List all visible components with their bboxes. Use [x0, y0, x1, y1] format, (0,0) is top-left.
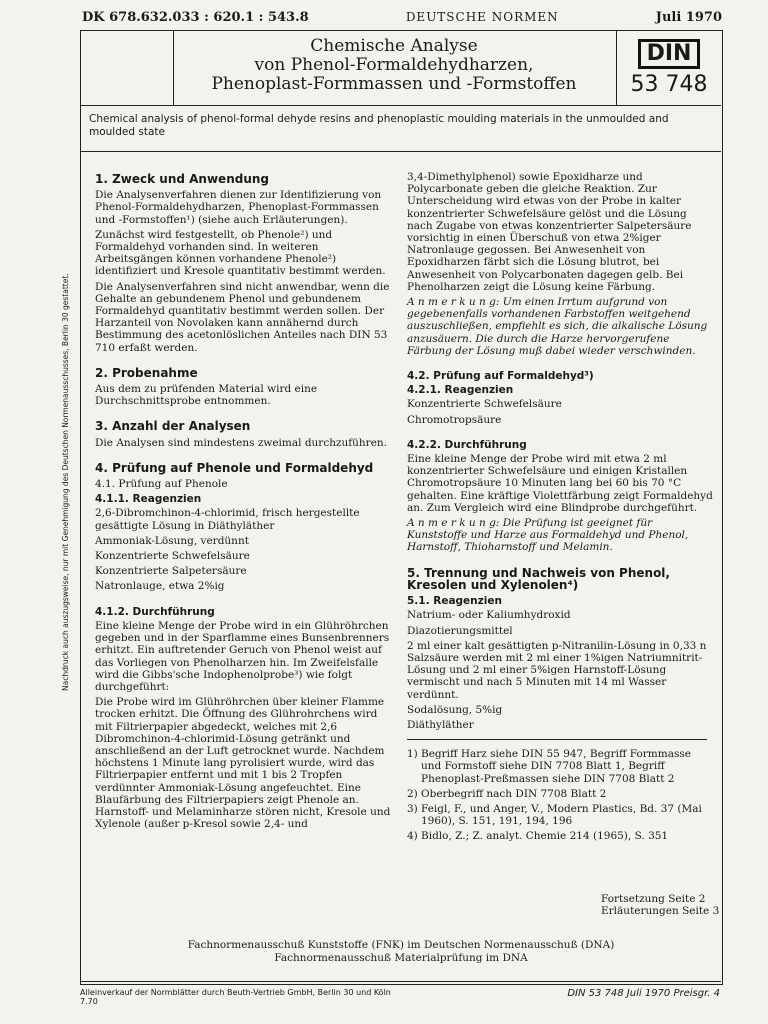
left-column [95, 173, 395, 833]
footnote: 1) Begriff Harz siehe DIN 55 947, Begriff Formmasse und Formstoff siehe DIN 7708 Blatt 1, Begriff Phenoplast-Preßmassen siehe DIN 7708 Blatt 2 [407, 748, 691, 785]
din-block [616, 31, 721, 105]
right-column [407, 171, 713, 846]
footnote-rule [407, 739, 707, 740]
header-blank-cell [81, 31, 174, 105]
doc-title: Chemische Analyse von Phenol-Formaldehydharzen, Phenoplast-Formmassen und -Formstoffen [211, 36, 577, 94]
section-heading: 4. Prüfung auf Phenole und Formaldehyd [95, 460, 374, 475]
divider [81, 981, 721, 982]
footer-left: Alleinverkauf der Normblätter durch Beuth-Vertrieb GmbH, Berlin 30 und Köln 7.70 [80, 988, 391, 1006]
side-notice: Nachdruck auch auszugsweise, nur mit Genehmigung des Deutschen Normenausschusses, Berlin 30 gestattet. [61, 273, 70, 691]
list-item: Konzentrierte Schwefelsäure [407, 398, 562, 411]
list-item: Diazotierungsmittel [407, 624, 513, 637]
paragraph: 2 ml einer kalt gesättigten p-Nitranilin-Lösung in 0,33 n Salzsäure werden mit 2 ml einer 1%igen Natriumnitrit-Lösung und 2 ml einer 5%igen Harnstoff-Lösung vermischt und nach 5 Minuten mit 14 ml Wasser verdünnt. [407, 639, 707, 701]
divider [81, 151, 721, 152]
subsection-heading: 4.2.2. Durchführung [407, 438, 527, 451]
paragraph: Eine kleine Menge der Probe wird in ein Glühröhrchen gegeben und in der Sparflamme eines Bunsenbrenners erhitzt. Ein auftretender Geruch von Phenol weist auf das Vorliegen von Phenolharzen hin. Im Zweifelsfalle wird die Gibbs'sche Indophenolprobe³) wie folgt durchgeführt: [95, 619, 390, 693]
header [81, 31, 721, 106]
section-heading: 5. Trennung und Nachweis von Phenol, Kresolen und Xylenolen⁴) [407, 565, 670, 592]
dk-number: DK 678.632.033 : 620.1 : 543.8 [82, 10, 309, 25]
list-item: Natrium- oder Kaliumhydroxid [407, 609, 571, 622]
section-heading: 3. Anzahl der Analysen [95, 419, 251, 434]
list-item: Natronlauge, etwa 2%ig [95, 580, 225, 593]
paragraph: Die Analysen sind mindestens zweimal durchzuführen. [95, 436, 388, 449]
series-title: DEUTSCHE NORMEN [405, 10, 559, 24]
paragraph: Die Probe wird im Glühröhrchen über kleiner Flamme trocken erhitzt. Die Öffnung des Glührohrchens wird mit Filtrierpapier abgedeckt, welches mit 2,6 Dibromchinon-4-chlorimid-Lösung getränkt und anschließend an der Luft getrocknet wurde. Nachdem höchstens 1 Minute lang pyrolisiert wurde, wird das Filtrierpapier entfernt und mit 1 bis 2 Tropfen verdünnter Ammoniak-Lösung angefeuchtet. Eine Blaufärbung des Filtrierpapiers zeigt Phenole an. Harnstoff- und Melaminharze stören nicht, Kresole und Xylenole (außer p-Kresol sowie 2,4- und [95, 696, 391, 831]
list-item: 2,6-Dibromchinon-4-chlorimid, frisch hergestellte gesättigte Lösung in Diäthyläther [95, 507, 360, 532]
list-item: Sodalösung, 5%ig [407, 703, 503, 716]
footnote: 3) Feigl, F., und Anger, V., Modern Plastics, Bd. 37 (Mai 1960), S. 151, 191, 194, 196 [407, 802, 702, 828]
list-item: Konzentrierte Schwefelsäure [95, 550, 250, 563]
list-item: Chromotropsäure [407, 413, 502, 426]
subsection-heading: 4.1.2. Durchführung [95, 605, 215, 618]
date: Juli 1970 [655, 10, 722, 25]
top-line [82, 10, 722, 25]
list-item: Ammoniak-Lösung, verdünnt [95, 534, 249, 547]
english-title: Chemical analysis of phenol-formal dehyde resins and phenoplastic moulding materials in the unmoulded and moulded state [89, 113, 669, 138]
footer-right: DIN 53 748 Juli 1970 Preisgr. 4 [567, 988, 720, 999]
paragraph: Eine kleine Menge der Probe wird mit etwa 2 ml konzentrierter Schwefelsäure und einigen Kristallen Chromotropsäure 10 Minuten lang bei 60 bis 70 °C gehalten. Eine kräftige Violettfärbung zeigt Formaldehyd an. Zum Vergleich wird eine Blindprobe durchgeführt. [407, 453, 713, 514]
section-heading: 2. Probenahme [95, 365, 198, 380]
footnote: 4) Bidlo, Z.; Z. analyt. Chemie 214 (1965), S. 351 [407, 830, 669, 843]
din-logo: DIN [638, 39, 701, 69]
subsection-heading: 4.1.1. Reagenzien [95, 493, 202, 506]
din-number: 53 748 [630, 72, 708, 97]
list-item: Diäthyläther [407, 718, 474, 731]
footnote: 2) Oberbegriff nach DIN 7708 Blatt 2 [407, 787, 607, 800]
note: A n m e r k u n g: Die Prüfung ist geeignet für Kunststoffe und Harze aus Formaldehyd und Phenol, Harnstoff, Thioharnstoff und Melamin. [407, 517, 689, 554]
list-item: Konzentrierte Salpetersäure [95, 565, 247, 578]
paragraph: Die Analysenverfahren sind nicht anwendbar, wenn die Gehalte an gebundenem Phenol und gebundenem Formaldehyd quantitativ bestimmt werden sollen. Der Harzanteil von Novolaken kann annähernd durch Bestimmung des acetonlöslichen Anteiles nach DIN 53 710 erfaßt werden. [95, 280, 390, 354]
note: A n m e r k u n g: Um einen Irrtum aufgrund von gegebenenfalls vorhandenen Farbstoffen weitgehend auszuschließen, empfiehlt es sich, die alkalische Lösung anzusäuern. Die durch die Harze hervorgerufene Färbung der Lösung muß dabei wieder verschwinden. [407, 296, 708, 357]
paragraph: 3,4-Dimethylphenol) sowie Epoxidharze und Polycarbonate geben die gleiche Reaktion. Zur Unterscheidung wird etwas von der Probe in kalter konzentrierter Schwefelsäure gelöst und die Lösung nach Zugabe von etwas konzentrierter Salpetersäure vorsichtig in einen Überschuß von etwa 2%iger Natronlauge gegossen. Bei Anwesenheit von Epoxidharzen färbt sich die Lösung blutrot, bei Anwesenheit von Polycarbonaten dagegen gelb. Bei Phenolharzen zeigt die Lösung keine Färbung. [407, 171, 692, 293]
continuation-note: Fortsetzung Seite 2 Erläuterungen Seite 3 [601, 893, 720, 917]
committee: Fachnormenausschuß Kunststoffe (FNK) im Deutschen Normenausschuß (DNA) Fachnormenausschuß Materialprüfung im DNA [187, 939, 615, 964]
paragraph: Die Analysenverfahren dienen zur Identifizierung von Phenol-Formaldehydharzen, Phenoplast-Formmassen und -Formstoffen¹) (siehe auch Erläuterungen). [95, 189, 382, 226]
section-heading: 1. Zweck und Anwendung [95, 172, 269, 186]
subsection-heading: 4.2.1. Reagenzien [407, 384, 514, 397]
footer [80, 988, 720, 1006]
document-frame [61, 30, 723, 985]
paragraph: Zunächst wird festgestellt, ob Phenole²) und Formaldehyd vorhanden sind. In weiteren Arbeitsgängen können vorhandene Phenole²) identifiziert und Kresole quantitativ bestimmt werden. [95, 228, 386, 278]
subsection-heading: 4.2. Prüfung auf Formaldehyd³) [407, 370, 594, 383]
subsection-heading: 4.1. Prüfung auf Phenole [95, 478, 228, 491]
paragraph: Aus dem zu prüfenden Material wird eine Durchschnittsprobe entnommen. [95, 383, 318, 408]
subsection-heading: 5.1. Reagenzien [407, 595, 502, 608]
